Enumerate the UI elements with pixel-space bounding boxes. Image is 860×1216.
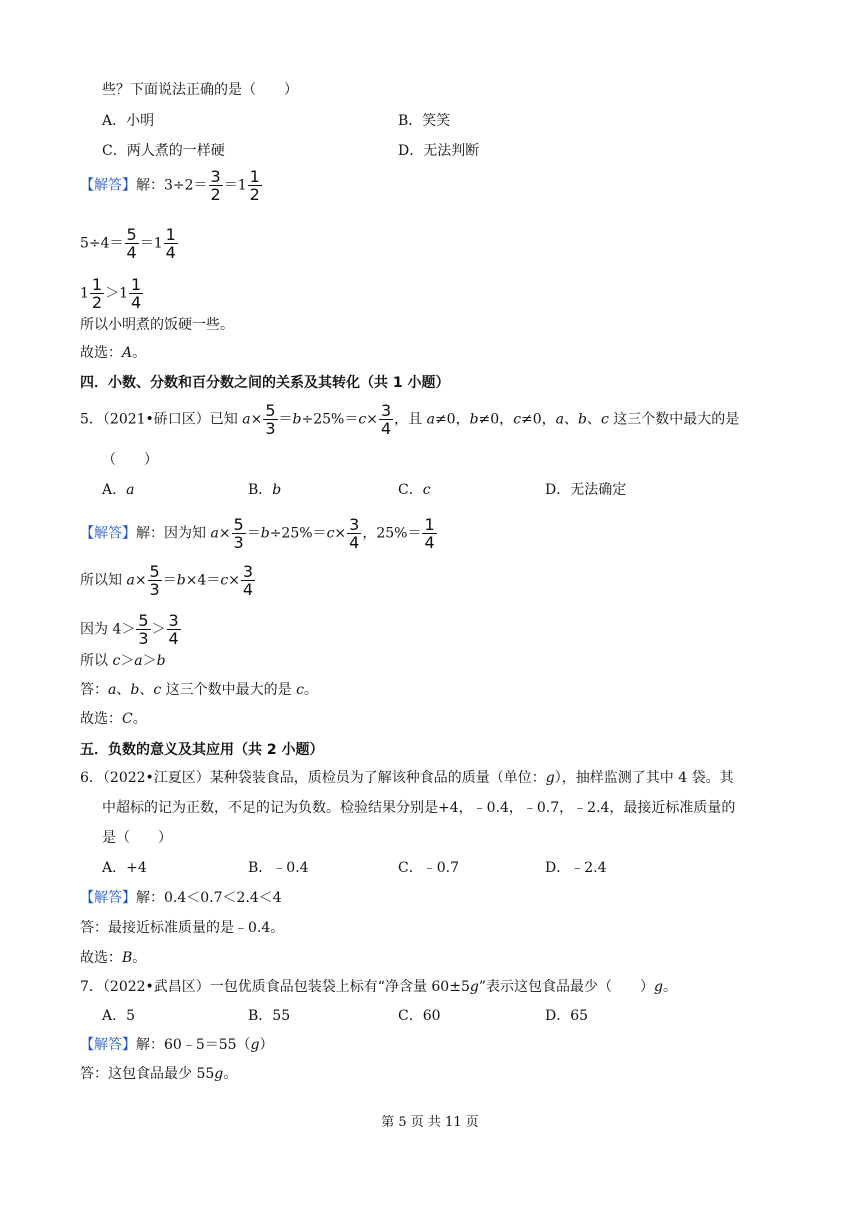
expr: ＞ (151, 621, 166, 638)
fraction (232, 516, 246, 551)
denominator: 4 (165, 243, 176, 262)
var-b: b (156, 653, 166, 669)
q7-solution-line-1 (80, 1035, 274, 1055)
denominator: 2 (91, 293, 103, 312)
numerator: 5 (149, 562, 160, 581)
fraction (167, 612, 181, 647)
fraction (422, 516, 436, 551)
expr: 1 (80, 285, 89, 302)
expr: 所以 (80, 653, 113, 669)
unit: g (214, 1066, 224, 1082)
numerator: 1 (424, 515, 435, 534)
equals: ＝ (246, 525, 261, 542)
fraction (129, 276, 143, 311)
stem: ），抽样监测了其中 4 袋。其 (554, 770, 734, 786)
choice-value: B (122, 950, 133, 966)
expr: ≠0， (434, 411, 470, 428)
expr: ＝1 (139, 235, 163, 252)
expr: ≠0， (478, 411, 514, 428)
expr: 答： (80, 682, 108, 698)
q5-option-a (102, 480, 134, 500)
option-label: B． (248, 482, 273, 498)
expr: 3÷2＝ (164, 177, 208, 194)
q6-answer: 答：最接近标准质量的是﹣0.4。 (80, 920, 285, 936)
var-c: c (153, 682, 162, 698)
var-c: c (326, 525, 335, 542)
choice-end: 。 (132, 711, 147, 727)
sep: 、 (139, 682, 154, 698)
unit: g (545, 770, 555, 786)
times: × (134, 572, 147, 589)
q6-option-d: D．﹣2.4 (545, 860, 607, 876)
q6-option-c: C．﹣0.7 (398, 860, 459, 876)
fraction (379, 402, 393, 437)
q5-solution-line-3 (80, 612, 182, 647)
q5-option-b (248, 480, 281, 500)
var-a: a (242, 411, 251, 428)
stem: ”表示这包食品最少（ ） (478, 979, 654, 995)
var-a: a (126, 572, 135, 589)
stem: 5．（2021•硚口区）已知 (80, 411, 243, 428)
answer-tag: 【解答】 (80, 890, 136, 906)
expr: ，25%＝ (362, 525, 422, 542)
q7-option-d: D．65 (545, 1008, 589, 1024)
denominator: 3 (265, 419, 276, 438)
var-c: c (220, 572, 229, 589)
q4-option-c: C．两人煮的一样硬 (102, 143, 225, 159)
stem: ，且 (394, 411, 427, 428)
option-value: a (126, 482, 135, 498)
expr: ≠0， (521, 411, 556, 428)
choice-end: 。 (132, 950, 147, 966)
q6-option-b: B．﹣0.4 (248, 860, 309, 876)
denominator: 4 (131, 293, 142, 312)
q5-solution-line-2 (80, 563, 256, 598)
choice-prefix: 故选： (80, 711, 122, 727)
numerator: 3 (380, 401, 392, 420)
choice-value: A (122, 345, 133, 361)
section-heading-5: 五．负数的意义及其应用（共 2 小题） (80, 742, 324, 758)
q4-stem-tail: 些？下面说法正确的是（ ） (102, 82, 298, 98)
fraction (164, 226, 178, 261)
stem: 7．（2022•武昌区）一包优质食品包装袋上标有“净含量 60±5 (80, 979, 470, 995)
var-c: c (358, 411, 367, 428)
numerator: 3 (349, 515, 360, 534)
expr: 解：0.4＜0.7＜2.4＜4 (136, 890, 282, 906)
q6-stem-line-3: 是（ ） (102, 830, 172, 846)
expr: 因为 4＞ (80, 621, 136, 638)
expr: 。 (223, 1066, 238, 1082)
page-footer: 第 5 页 共 11 页 (381, 1115, 479, 1130)
denominator: 3 (149, 580, 160, 599)
expr: ＞1 (105, 285, 129, 302)
denominator: 3 (138, 629, 149, 648)
numerator: 3 (210, 167, 221, 186)
numerator: 5 (126, 225, 137, 244)
times: × (366, 411, 378, 428)
q4-option-d: D．无法判断 (398, 143, 480, 159)
var-b: b (578, 411, 587, 428)
q6-choice (80, 948, 146, 968)
times: × (228, 572, 240, 589)
var-c: c (513, 411, 522, 428)
times: × (218, 525, 231, 542)
option-label: A． (102, 482, 127, 498)
equals: ＝ (162, 572, 177, 589)
fraction (148, 563, 162, 598)
q6-stem-line-2: 中超标的记为正数，不足的记为负数。检验结果分别是+4，﹣0.4，﹣0.7，﹣2.4，最接近标准质量的 (102, 800, 736, 816)
option-value: c (422, 482, 431, 498)
q4-solution-line-1 (80, 168, 263, 203)
expr: ） (259, 1037, 274, 1053)
var-c: c (296, 682, 304, 698)
var-a: a (555, 411, 565, 428)
var-b: b (260, 525, 270, 542)
expr: 解：60﹣5＝55（ (136, 1037, 251, 1053)
expr: ＞ (120, 653, 135, 669)
var-b: b (130, 682, 140, 698)
q5-choice (80, 709, 147, 729)
choice-prefix: 故选： (80, 345, 122, 361)
q6-option-a: A．+4 (102, 860, 147, 876)
answer-tag: 【解答】 (80, 1037, 136, 1053)
q4-option-a: A．小明 (102, 113, 155, 129)
expr: ÷25%＝ (269, 525, 327, 542)
var-c: c (601, 411, 609, 428)
fraction (241, 563, 255, 598)
q7-stem (80, 977, 677, 997)
expr: 所以知 (80, 572, 127, 589)
q4-conclusion: 所以小明煮的饭硬一些。 (80, 317, 234, 333)
fraction (209, 168, 223, 203)
var-c: c (112, 653, 121, 669)
q5-stem-line-1 (80, 402, 739, 437)
denominator: 2 (210, 185, 221, 204)
unit: g (654, 979, 663, 995)
q5-paren: （ ） (102, 452, 158, 468)
var-a: a (108, 682, 117, 698)
fraction (125, 226, 139, 261)
var-a: a (426, 411, 435, 428)
choice-value: C (122, 711, 133, 727)
var-b: b (469, 411, 479, 428)
expr: ÷25%＝ (301, 411, 359, 428)
sep: 、 (564, 411, 579, 428)
expr: ×4＝ (185, 572, 221, 589)
numerator: 1 (165, 225, 176, 244)
numerator: 1 (131, 275, 142, 294)
denominator: 2 (249, 185, 260, 204)
denominator: 4 (168, 629, 179, 648)
numerator: 5 (138, 611, 149, 630)
denominator: 4 (126, 243, 137, 262)
unit: g (250, 1037, 260, 1053)
q5-answer (80, 680, 318, 700)
option-value: b (272, 482, 282, 498)
q7-option-a: A．5 (102, 1008, 136, 1024)
q7-option-c: C．60 (398, 1008, 441, 1024)
denominator: 4 (242, 580, 254, 599)
choice-end: 。 (132, 345, 147, 361)
stem: 这三个数中最大的是 (608, 411, 740, 428)
sep: 、 (116, 682, 131, 698)
numerator: 3 (242, 562, 254, 581)
unit: g (469, 979, 479, 995)
answer-tag: 【解答】 (80, 525, 136, 542)
expr: ＞ (142, 653, 157, 669)
numerator: 3 (168, 611, 179, 630)
var-b: b (292, 411, 302, 428)
fraction (90, 276, 104, 311)
q7-answer (80, 1064, 237, 1084)
expr: 。 (303, 682, 318, 698)
q6-stem-line-1 (80, 768, 734, 788)
option-label: C． (398, 482, 423, 498)
denominator: 4 (349, 533, 360, 552)
expr: 5÷4＝ (80, 235, 124, 252)
q4-solution-line-2 (80, 226, 179, 261)
sep: 、 (587, 411, 601, 428)
equals: ＝ (278, 411, 293, 428)
expr: ＝1 (223, 177, 247, 194)
numerator: 1 (91, 275, 103, 294)
stem: 6．（2022•江夏区）某种袋装食品，质检员为了解该种食品的质量（单位： (80, 770, 546, 786)
section-heading-4: 四．小数、分数和百分数之间的关系及其转化（共 1 小题） (80, 375, 450, 391)
var-a: a (210, 525, 219, 542)
answer-tag: 【解答】 (80, 177, 136, 194)
denominator: 3 (233, 533, 244, 552)
q4-solution-line-3 (80, 276, 144, 311)
q4-option-b: B．笑笑 (398, 113, 451, 129)
q5-option-c (398, 480, 431, 500)
expr: 答：这包食品最少 55 (80, 1066, 215, 1082)
numerator: 1 (249, 167, 260, 186)
q5-solution-line-1 (80, 516, 438, 551)
numerator: 5 (265, 401, 276, 420)
var-a: a (134, 653, 143, 669)
expr: 这三个数中最大的是 (161, 682, 297, 698)
var-b: b (176, 572, 186, 589)
choice-prefix: 故选： (80, 950, 122, 966)
fraction (136, 612, 150, 647)
solution-prefix: 解： (136, 177, 164, 194)
q5-solution-line-4 (80, 651, 166, 671)
fraction (263, 402, 277, 437)
times: × (250, 411, 263, 428)
q6-solution-line-1 (80, 888, 282, 908)
numerator: 5 (233, 515, 244, 534)
times: × (334, 525, 347, 542)
stem: 。 (662, 979, 677, 995)
denominator: 4 (424, 533, 435, 552)
expr: 解：因为知 (136, 525, 211, 542)
denominator: 4 (380, 419, 392, 438)
fraction (347, 516, 361, 551)
q7-option-b: B．55 (248, 1008, 291, 1024)
q4-choice (80, 343, 146, 363)
q5-option-d: D．无法确定 (545, 482, 627, 498)
fraction (248, 168, 262, 203)
